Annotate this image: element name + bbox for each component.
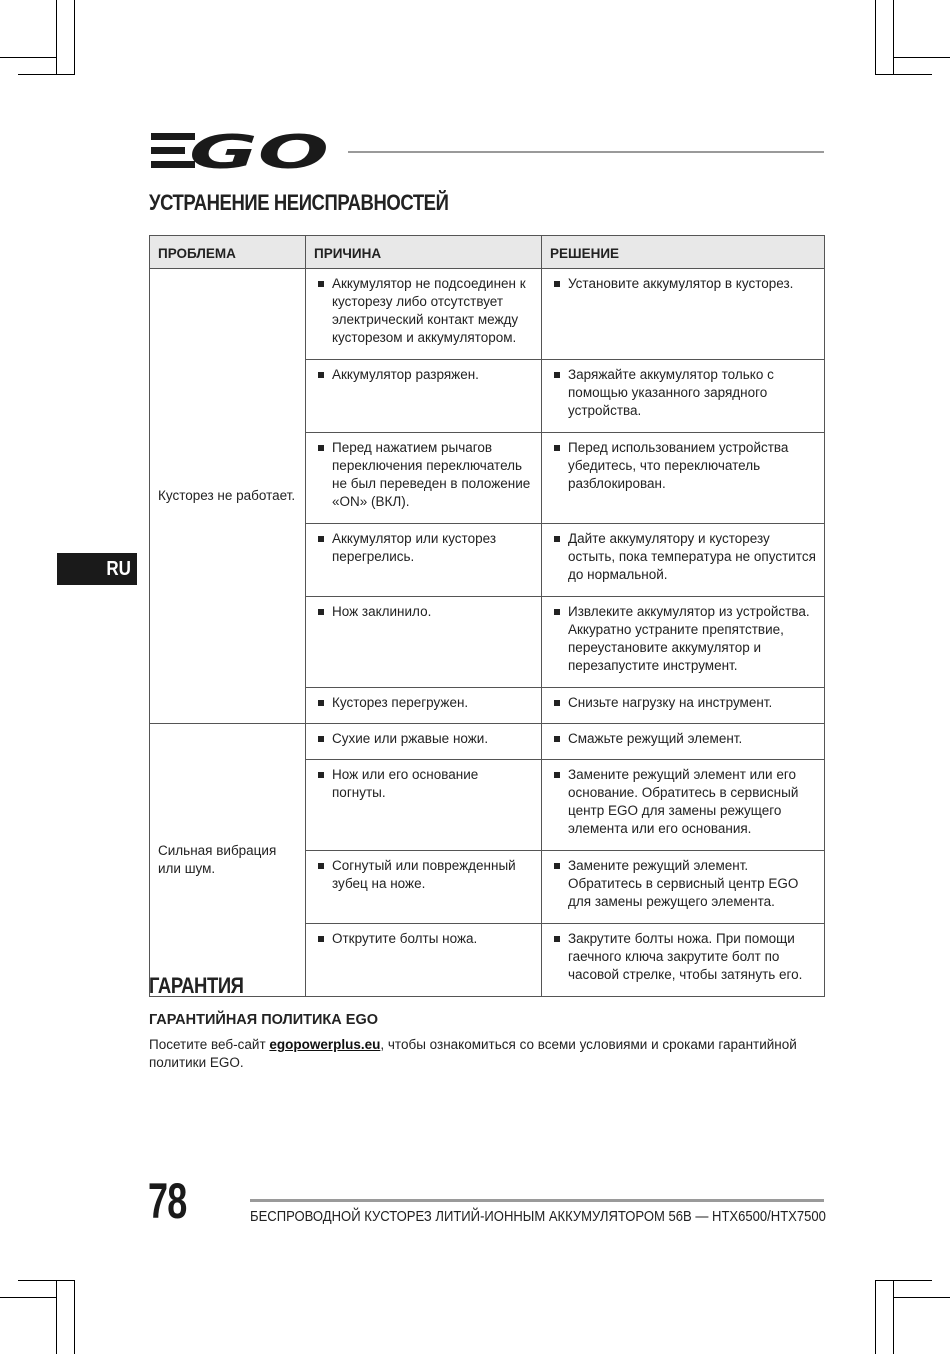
crop-mark — [875, 0, 876, 74]
crop-mark — [0, 57, 57, 58]
cause-cell — [306, 688, 542, 724]
bullet-item — [314, 275, 533, 347]
solution-cell — [542, 269, 825, 360]
header-solution: РЕШЕНИЕ — [542, 236, 825, 269]
bullet-square-icon — [554, 609, 560, 615]
bullet-item — [314, 730, 533, 748]
bullet-square-icon — [318, 863, 324, 869]
bullet-item — [550, 366, 816, 420]
bullet-square-icon — [318, 281, 324, 287]
bullet-item — [550, 857, 816, 911]
bullet-item — [314, 694, 533, 712]
bullet-text: Открутите болты ножа. — [332, 931, 478, 946]
solution-cell — [542, 924, 825, 997]
bullet-item — [550, 530, 816, 584]
cause-cell — [306, 760, 542, 851]
page-number: 78 — [148, 1173, 187, 1229]
cause-cell — [306, 851, 542, 924]
bullet-text: Замените режущий элемент или его основание. Обратитесь в сервисный центр EGO для замены режущего элемента или его основания. — [568, 767, 799, 836]
bullet-square-icon — [554, 281, 560, 287]
bullet-text: Снизьте нагрузку на инструмент. — [568, 695, 773, 710]
cause-cell — [306, 597, 542, 688]
bullet-square-icon — [318, 772, 324, 778]
bullet-square-icon — [318, 445, 324, 451]
bullet-item — [314, 857, 533, 893]
cause-cell — [306, 924, 542, 997]
crop-mark — [875, 1280, 876, 1354]
cause-cell — [306, 724, 542, 760]
bullet-text: Кусторез перегружен. — [332, 695, 469, 710]
bullet-text: Сухие или ржавые ножи. — [332, 731, 489, 746]
solution-cell — [542, 724, 825, 760]
cause-cell — [306, 433, 542, 524]
solution-cell — [542, 597, 825, 688]
bullet-square-icon — [318, 736, 324, 742]
crop-mark — [0, 1297, 57, 1298]
solution-cell — [542, 760, 825, 851]
bullet-square-icon — [554, 372, 560, 378]
bullet-item — [314, 766, 533, 802]
bullet-item — [314, 366, 533, 384]
bullet-square-icon — [318, 609, 324, 615]
warranty-subtitle: ГАРАНТИЙНАЯ ПОЛИТИКА EGO — [149, 1012, 379, 1028]
bullet-text: Перед использованием устройства убедитесь, что переключатель разблокирован. — [568, 440, 789, 491]
warranty-text-after: , чтобы ознакомиться со всеми условиями и сроками гарантийной политики EGO. — [149, 1037, 797, 1070]
cause-cell — [306, 524, 542, 597]
problem-cell: Сильная вибрация или шум. — [150, 724, 306, 997]
bullet-square-icon — [554, 445, 560, 451]
bullet-square-icon — [554, 736, 560, 742]
solution-cell — [542, 433, 825, 524]
bullet-item — [314, 439, 533, 511]
bullet-item — [550, 439, 816, 493]
bullet-text: Аккумулятор или кусторез перегрелись. — [332, 531, 497, 564]
bullet-text: Перед нажатием рычагов переключения переключатель не был переведен в положение «ON» (ВКЛ). — [332, 440, 531, 509]
cause-cell — [306, 269, 542, 360]
bullet-text: Замените режущий элемент. Обратитесь в сервисный центр EGO для замены режущего элемента. — [568, 858, 799, 909]
bullet-item — [314, 603, 533, 621]
bullet-item — [550, 603, 816, 675]
troubleshooting-title: УСТРАНЕНИЕ НЕИСПРАВНОСТЕЙ — [149, 190, 449, 215]
footer-rule — [250, 1199, 824, 1202]
header-rule — [348, 151, 824, 153]
header-problem: ПРОБЛЕМА — [150, 236, 306, 269]
crop-mark — [56, 1280, 57, 1354]
crop-mark — [893, 1297, 950, 1298]
warranty-title: ГАРАНТИЯ — [149, 973, 244, 998]
crop-mark — [875, 1280, 932, 1281]
bullet-item — [550, 930, 816, 984]
bullet-item — [550, 694, 816, 712]
bullet-square-icon — [554, 536, 560, 542]
bullet-square-icon — [554, 700, 560, 706]
solution-cell — [542, 851, 825, 924]
solution-cell — [542, 360, 825, 433]
bullet-text: Аккумулятор не подсоединен к кусторезу либо отсутствует электрический контакт между кусторезом и аккумулятором. — [332, 276, 526, 345]
bullet-square-icon — [318, 700, 324, 706]
bullet-text: Установите аккумулятор в кусторез. — [568, 276, 794, 291]
crop-mark — [74, 0, 75, 74]
bullet-text: Заряжайте аккумулятор только с помощью указанного зарядного устройства. — [568, 367, 774, 418]
svg-text:GO: GO — [189, 131, 329, 171]
crop-mark — [893, 0, 894, 74]
troubleshooting-table — [149, 235, 825, 997]
table-row — [150, 724, 825, 760]
warranty-text-before: Посетите веб-сайт — [149, 1037, 270, 1052]
bullet-square-icon — [318, 536, 324, 542]
solution-cell — [542, 524, 825, 597]
language-tab-label: RU — [106, 558, 131, 580]
crop-mark — [893, 1280, 894, 1354]
bullet-square-icon — [554, 863, 560, 869]
bullet-item — [550, 275, 816, 293]
bullet-square-icon — [318, 372, 324, 378]
bullet-text: Смажьте режущий элемент. — [568, 731, 743, 746]
bullet-square-icon — [318, 936, 324, 942]
bullet-text: Согнутый или поврежденный зубец на ноже. — [332, 858, 516, 891]
solution-cell — [542, 688, 825, 724]
bullet-text: Нож заклинило. — [332, 604, 432, 619]
crop-mark — [18, 74, 75, 75]
footer-text: БЕСПРОВОДНОЙ КУСТОРЕЗ ЛИТИЙ-ИОННЫМ АККУМУЛЯТОРОМ 56В — HTX6500/HTX7500 — [250, 1208, 826, 1225]
bullet-item — [314, 530, 533, 566]
language-tab-ru — [57, 553, 137, 585]
warranty-text — [149, 1036, 824, 1072]
bullet-item — [550, 766, 816, 838]
bullet-item — [550, 730, 816, 748]
cause-cell — [306, 360, 542, 433]
header-cause: ПРИЧИНА — [306, 236, 542, 269]
table-header-row — [150, 236, 825, 269]
bullet-item — [314, 930, 533, 948]
crop-mark — [18, 1280, 75, 1281]
bullet-square-icon — [554, 936, 560, 942]
bullet-text: Аккумулятор разряжен. — [332, 367, 479, 382]
ego-logo — [149, 131, 331, 171]
bullet-text: Нож или его основание погнуты. — [332, 767, 479, 800]
table-row — [150, 269, 825, 360]
bullet-text: Извлеките аккумулятор из устройства. Аккуратно устраните препятствие, переустановите аккумулятор и перезапустите инструмент. — [568, 604, 810, 673]
problem-cell: Кусторез не работает. — [150, 269, 306, 724]
crop-mark — [893, 57, 950, 58]
bullet-text: Закрутите болты ножа. При помощи гаечного ключа закрутите болт по часовой стрелке, чтобы затянуть его. — [568, 931, 803, 982]
bullet-text: Дайте аккумулятору и кусторезу остыть, пока температура не опустится до нормальной. — [568, 531, 816, 582]
warranty-link[interactable]: egopowerplus.eu — [269, 1037, 381, 1052]
crop-mark — [56, 0, 57, 74]
crop-mark — [74, 1280, 75, 1354]
crop-mark — [875, 74, 932, 75]
bullet-square-icon — [554, 772, 560, 778]
table-body — [150, 269, 825, 997]
